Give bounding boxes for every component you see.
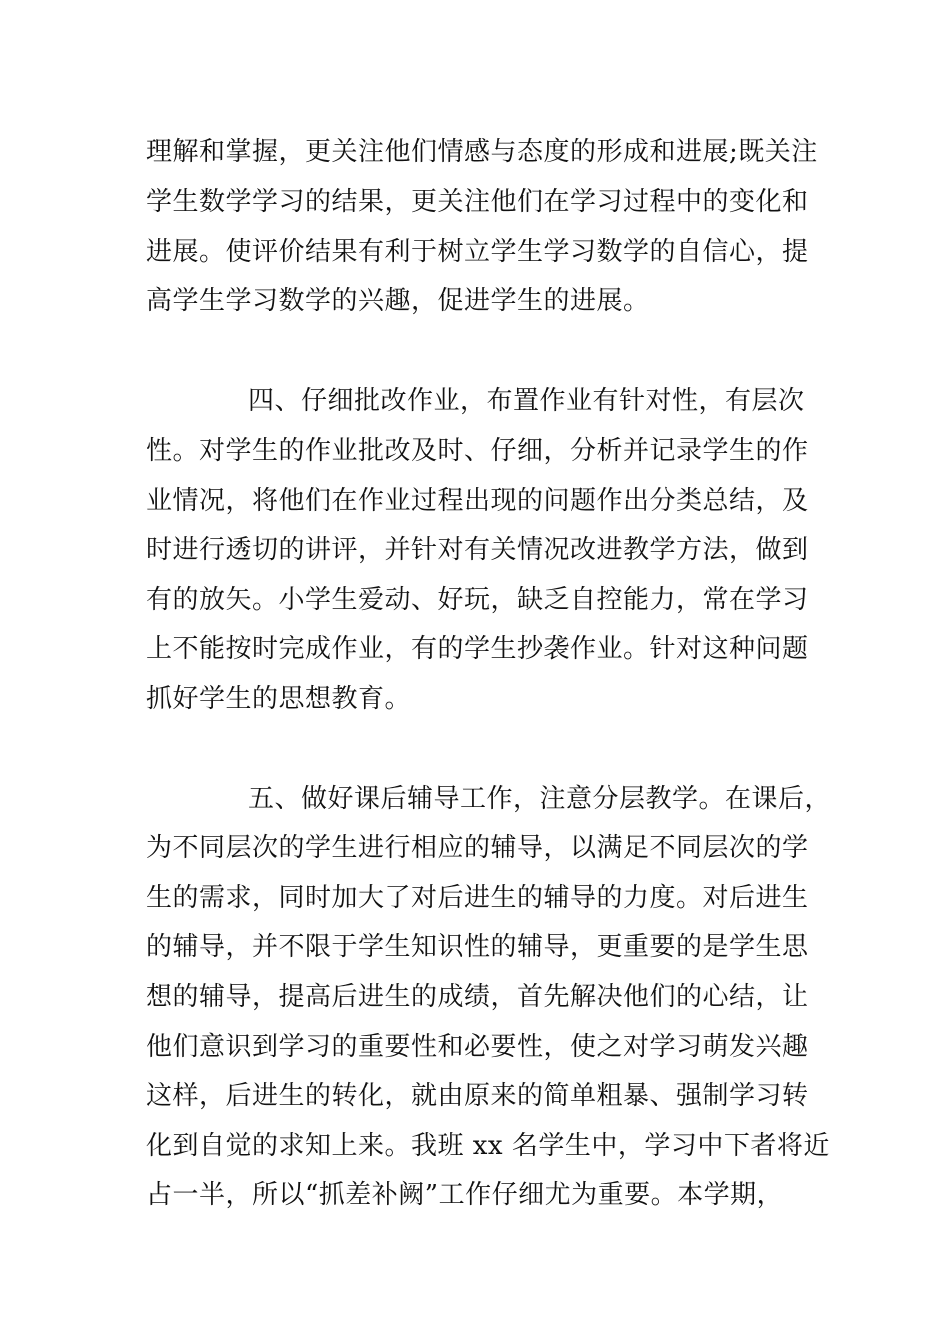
text-line: 学生数学学习的结果，更关注他们在学习过程中的变化和 <box>146 187 809 217</box>
section-heading-line: 四、仔细批改作业，布置作业有针对性，有层次 <box>248 386 805 416</box>
text-line: 高学生学习数学的兴趣，促进学生的进展。 <box>146 286 650 316</box>
text-line: 占一半，所以“抓差补阙”工作仔细尤为重要。本学期， <box>146 1180 784 1210</box>
text-line: 化到自觉的求知上来。我班 xx 名学生中，学习中下者将近 <box>146 1131 830 1161</box>
text-line: 生的需求，同时加大了对后进生的辅导的力度。对后进生 <box>146 883 809 913</box>
text-line: 抓好学生的思想教育。 <box>146 684 412 714</box>
text-line: 性。对学生的作业批改及时、仔细，分析并记录学生的作 <box>146 436 809 466</box>
text-line: 业情况，将他们在作业过程出现的问题作出分类总结，及 <box>146 486 809 516</box>
text-line: 他们意识到学习的重要性和必要性，使之对学习萌发兴趣 <box>146 1032 809 1062</box>
text-line: 有的放矢。小学生爱动、好玩，缺乏自控能力，常在学习 <box>146 585 809 615</box>
text-line: 上不能按时完成作业，有的学生抄袭作业。针对这种问题 <box>146 634 809 664</box>
text-line: 的辅导，并不限于学生知识性的辅导，更重要的是学生思 <box>146 932 809 962</box>
text-line: 时进行透切的讲评，并针对有关情况改进教学方法，做到 <box>146 535 809 565</box>
section-heading-line: 五、做好课后辅导工作，注意分层教学。在课后， <box>248 784 832 814</box>
text-line: 想的辅导，提高后进生的成绩，首先解决他们的心结，让 <box>146 982 809 1012</box>
text-line: 理解和掌握，更关注他们情感与态度的形成和进展;既关注 <box>146 137 818 167</box>
text-line: 进展。使评价结果有利于树立学生学习数学的自信心，提 <box>146 237 809 267</box>
text-line: 为不同层次的学生进行相应的辅导，以满足不同层次的学 <box>146 833 809 863</box>
text-line: 这样，后进生的转化，就由原来的简单粗暴、强制学习转 <box>146 1081 809 1111</box>
